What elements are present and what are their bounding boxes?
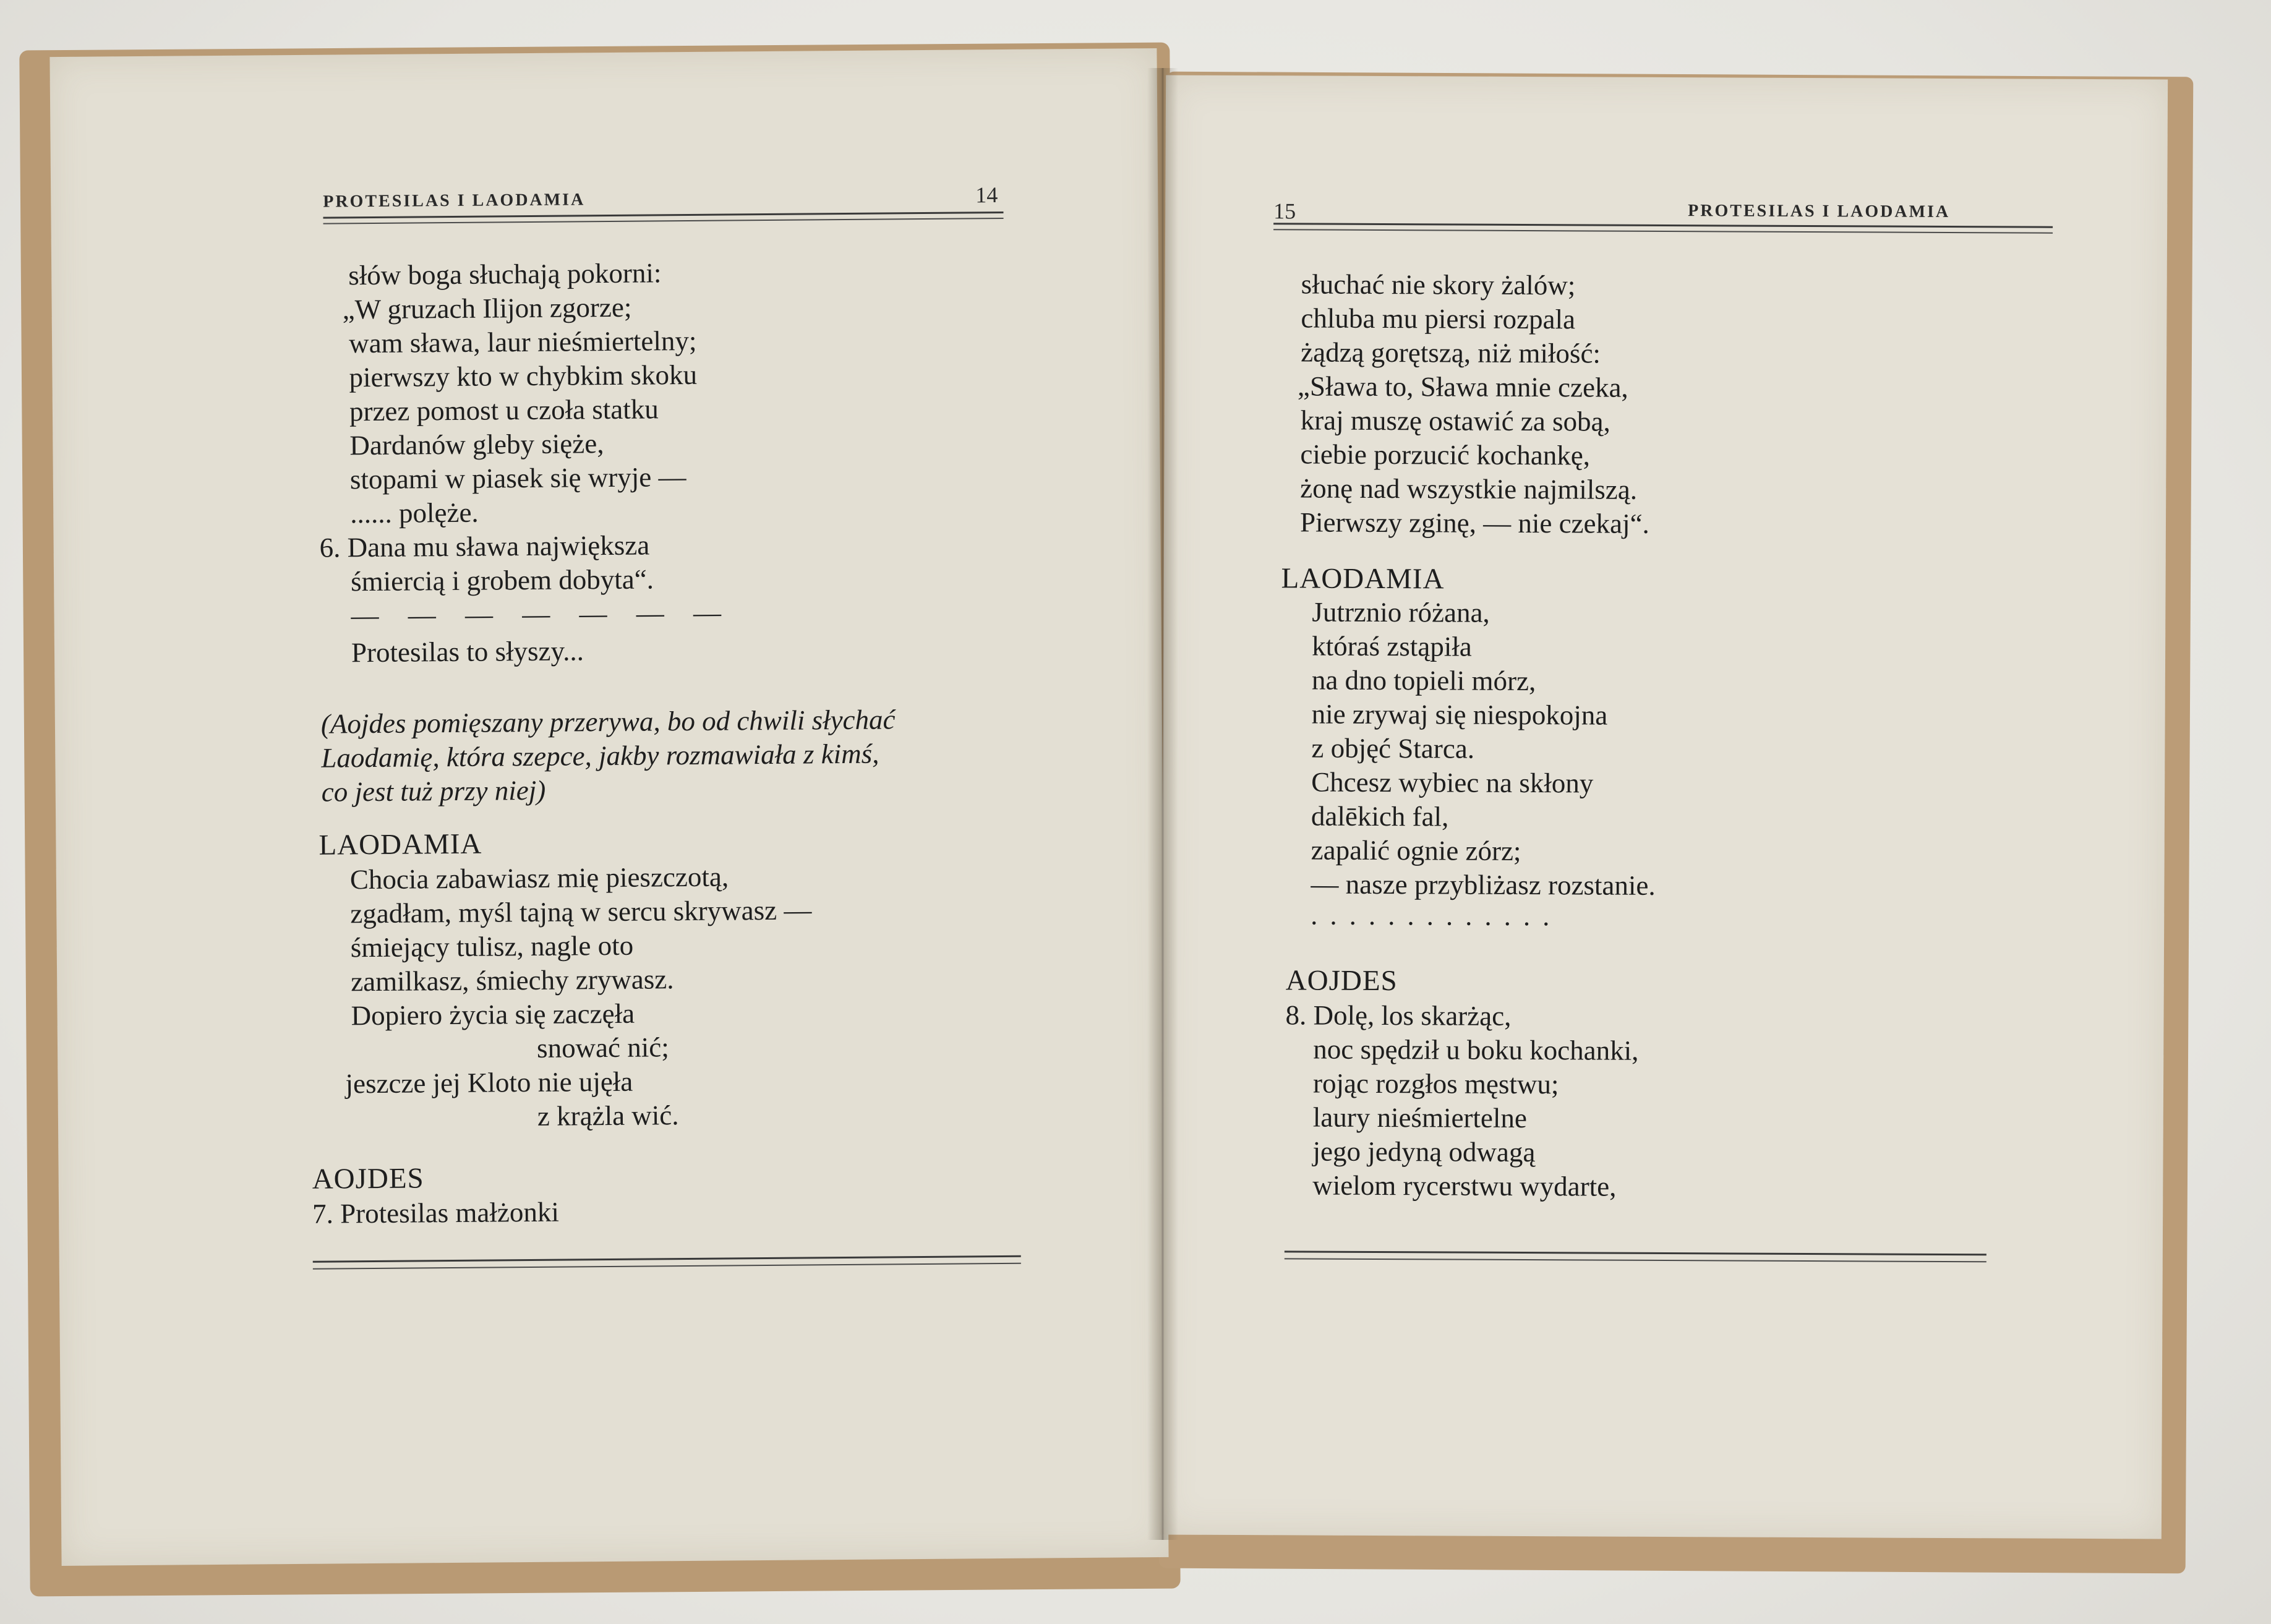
verse-line: Pierwszy zginę, — nie czekaj“.: [1299, 506, 1649, 539]
left-footer-rule-2: [313, 1263, 1021, 1270]
verse-line: rojąc rozgłos męstwu;: [1312, 1067, 1559, 1100]
verse-line: chluba mu piersi rozpala: [1301, 302, 1576, 335]
left-header-rule: [323, 212, 1003, 219]
verse-line: z krążla wić.: [537, 1100, 679, 1132]
verse-line: zgadłam, myśl tajną w sercu skrywasz —: [350, 894, 812, 930]
verse-line: ...... polęże.: [350, 497, 479, 529]
verse-line: „W gruzach Ilijon zgorze;: [342, 291, 632, 325]
verse-line: — nasze przybliżasz rozstanie.: [1311, 868, 1656, 901]
speaker-aojdes: AOJDES: [1285, 964, 1398, 998]
speaker-laodamia: LAODAMIA: [1281, 562, 1445, 596]
book-gutter: [1147, 68, 1178, 1540]
verse-line: zapalić ognie zórz;: [1311, 834, 1521, 866]
verse-line: nie zrywaj się niespokojna: [1311, 698, 1608, 731]
verse-line: Jutrznio różana,: [1312, 596, 1490, 628]
verse-line: wam sława, laur nieśmiertelny;: [348, 325, 697, 359]
verse-line: laury nieśmiertelne: [1312, 1101, 1528, 1134]
verse-line: wielom rycerstwu wydarte,: [1312, 1169, 1617, 1202]
speaker-laodamia: LAODAMIA: [319, 827, 482, 861]
verse-line: Chocia zabawiasz mię pieszczotą,: [349, 861, 729, 895]
right-footer-rule: [1285, 1250, 1987, 1255]
verse-line: 7. Protesilas małżonki: [312, 1196, 560, 1229]
stage-direction-line: co jest tuż przy niej): [321, 774, 546, 808]
right-page: [1160, 75, 2168, 1539]
dash-line: — — — — — — —: [351, 597, 733, 631]
verse-line: Dardanów gleby sięże,: [349, 428, 604, 461]
verse-line: żonę nad wszystkie najmilszą.: [1300, 472, 1638, 505]
verse-line: jeszcze jej Kloto nie ujęła: [345, 1066, 633, 1100]
verse-line: któraś zstąpiła: [1312, 630, 1472, 662]
verse-line: przez pomost u czoła statku: [349, 393, 659, 427]
left-header-rule-2: [323, 218, 1004, 224]
left-footer-rule: [313, 1255, 1021, 1263]
verse-line: słuchać nie skory żalów;: [1301, 268, 1576, 301]
verse-line: słów boga słuchają pokorni:: [348, 257, 662, 291]
verse-line: 6. Dana mu sława największa: [319, 529, 650, 563]
right-running-head: PROTESILAS I LAODAMIA: [1688, 201, 1951, 222]
verse-line: 8. Dolę, los skarżąc,: [1285, 999, 1512, 1032]
verse-line: Protesilas to słyszy...: [351, 635, 584, 669]
verse-line: śmiercią i grobem dobyta“.: [350, 563, 654, 597]
right-page-number: 15: [1273, 199, 1296, 224]
verse-line: z objęć Starca.: [1311, 732, 1475, 764]
right-header-rule-2: [1273, 229, 2053, 233]
verse-line: dalēkich fal,: [1311, 800, 1449, 832]
stage-direction-line: (Aojdes pomięszany przerywa, bo od chwili słychać: [320, 704, 896, 740]
verse-line: Chcesz wybiec na skłony: [1311, 766, 1594, 799]
verse-line: zamilkasz, śmiechy zrywasz.: [351, 964, 674, 998]
verse-line: Dopiero życia się zaczęła: [351, 998, 635, 1032]
verse-line: na dno topieli mórz,: [1311, 664, 1536, 697]
verse-line: kraj muszę ostawić za sobą,: [1300, 404, 1610, 437]
verse-line: „Sława to, Sława mnie czeka,: [1297, 370, 1628, 403]
verse-line: ciebie porzucić kochankę,: [1300, 438, 1591, 471]
verse-line: pierwszy kto w chybkim skoku: [349, 359, 698, 393]
speaker-aojdes: AOJDES: [312, 1162, 424, 1195]
ellipsis-line: .............: [1311, 899, 1562, 932]
verse-line: żądzą gorętszą, niż miłość:: [1301, 336, 1601, 369]
right-header-rule: [1273, 223, 2053, 228]
verse-line: snować nić;: [536, 1032, 669, 1064]
right-footer-rule-2: [1285, 1258, 1987, 1262]
left-page-number: 14: [975, 182, 998, 208]
verse-line: śmiejący tulisz, nagle oto: [350, 930, 634, 964]
verse-line: jego jedyną odwagą: [1312, 1135, 1536, 1168]
stage-direction-line: Laodamię, która szepce, jakby rozmawiała z kimś,: [321, 738, 879, 774]
verse-line: stopami w piasek się wryje —: [349, 461, 686, 495]
left-page: [49, 48, 1168, 1566]
verse-line: noc spędził u boku kochanki,: [1313, 1033, 1639, 1066]
left-running-head: PROTESILAS I LAODAMIA: [323, 190, 586, 212]
